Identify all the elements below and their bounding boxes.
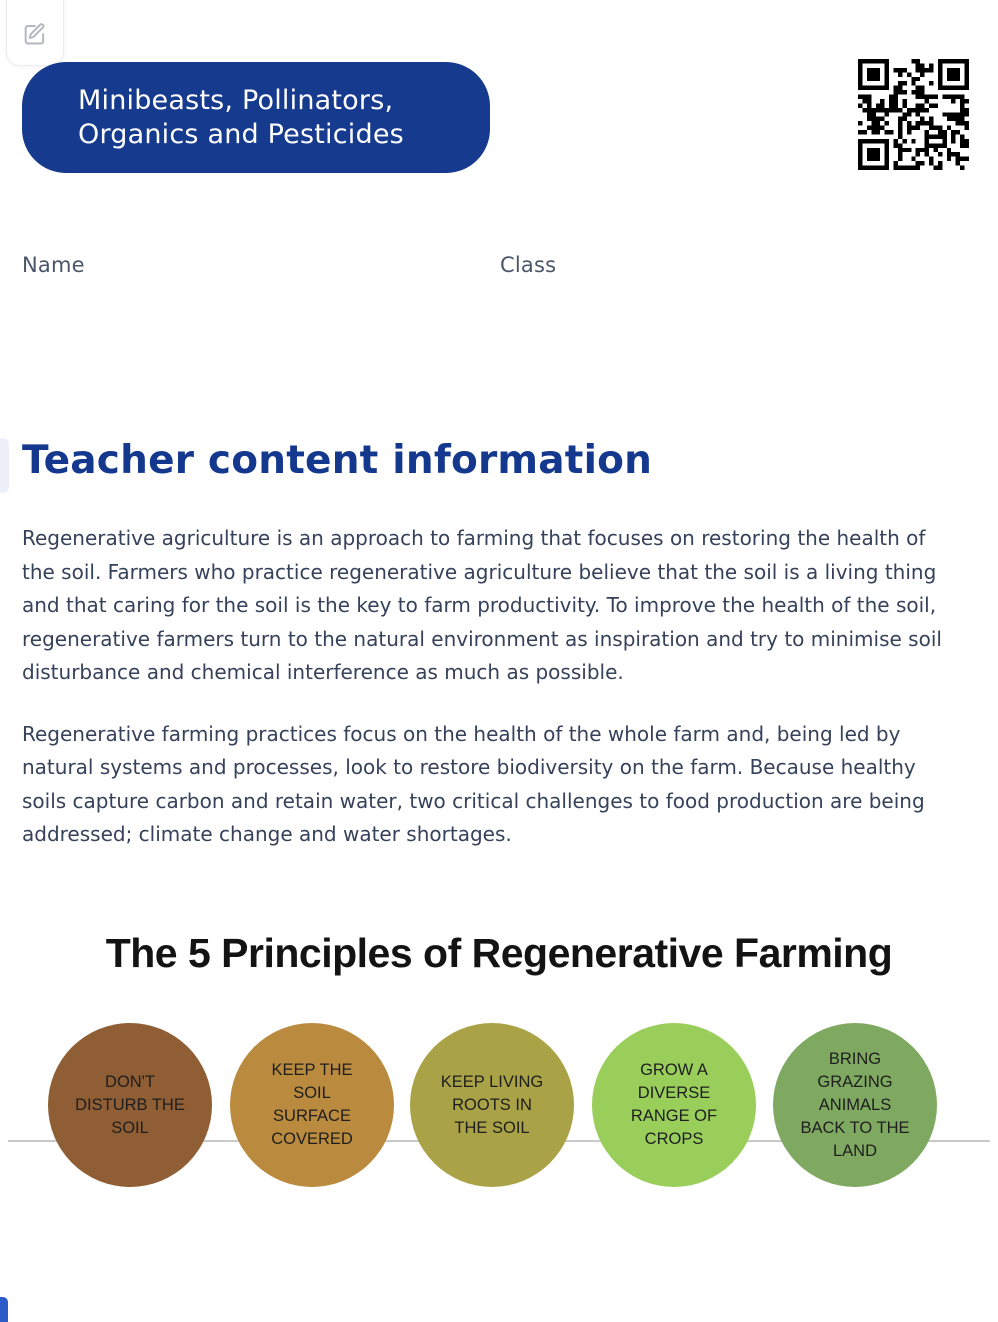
worksheet-title-line1: Minibeasts, Pollinators, (78, 84, 394, 116)
next-section-accent-bar (0, 1297, 8, 1322)
paragraph-1: Regenerative agriculture is an approach to farming that focuses on restoring the health of the soil. Farmers who practice regenerative agriculture believe that the soil is a living thing and that caring for the soil is the key to farm productivity. To improve the health of the soil, regenerative farmers turn to the natural environment as inspiration and try to minimise soil disturbance and chemical interference as much as possible. (22, 526, 942, 684)
section-heading: Teacher content information (22, 438, 653, 483)
worksheet-title-line2: Organics and Pesticides (78, 118, 404, 150)
principle-label: GROW A DIVERSE RANGE OF CROPS (630, 1061, 718, 1148)
infographic-title: The 5 Principles of Regenerative Farming (105, 930, 893, 976)
principle-label: BRING GRAZING ANIMALS BACK TO THE LAND (800, 1049, 910, 1160)
principle-label: DON'T DISTURB THE SOIL (75, 1072, 185, 1137)
paragraph-2: Regenerative farming practices focus on the health of the whole farm and, being led by natural systems and processes, look to restore biodiversity on the farm. Because healthy soils capture carbon and retain water, two critical challenges to food production are being addressed; climate change and water shortages. (22, 721, 925, 846)
principle-circle (773, 1023, 937, 1187)
class-label: Class (500, 253, 557, 277)
principle-label: KEEP THE SOIL SURFACE COVERED (271, 1061, 353, 1148)
pencil-square-icon (21, 19, 49, 47)
section-accent-bar (0, 438, 9, 493)
principle-label: KEEP LIVING ROOTS IN THE SOIL (440, 1072, 544, 1137)
worksheet-title-banner (22, 62, 490, 173)
name-label: Name (22, 253, 85, 277)
qr-code (857, 58, 970, 171)
principle-circle (592, 1023, 756, 1187)
teacher-content-text (22, 522, 964, 880)
principle-circle (410, 1023, 574, 1187)
principle-circle (230, 1023, 394, 1187)
edit-button[interactable] (6, 0, 64, 66)
principle-circle (48, 1023, 212, 1187)
